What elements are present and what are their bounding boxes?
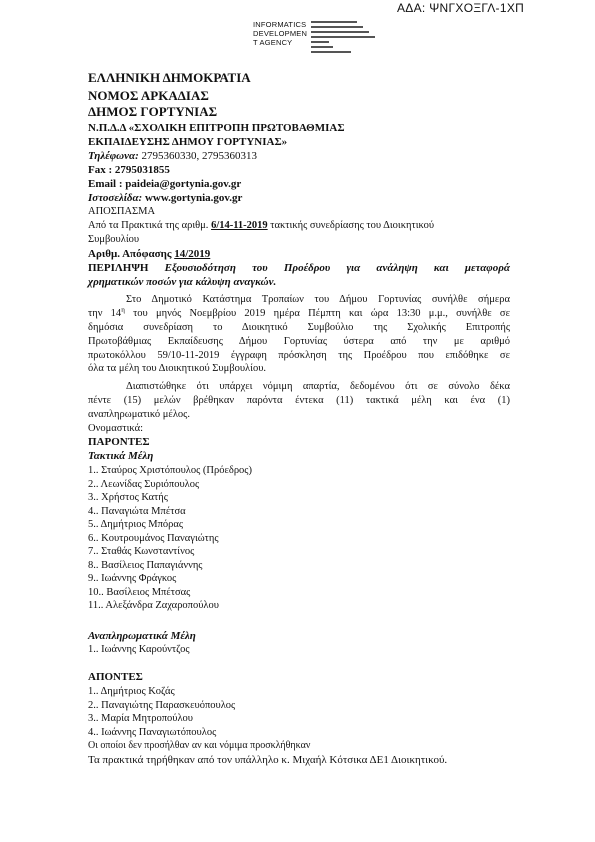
website-label: Ιστοσελίδα:: [88, 192, 143, 204]
country-heading: ΕΛΛΗΝΙΚΗ ΔΗΜΟΚΡΑΤΙΑ: [88, 70, 251, 85]
entity-name-line1: Ν.Π.Δ.Δ «ΣΧΟΛΙΚΗ ΕΠΙΤΡΟΠΗ ΠΡΩΤΟΒΑΘΜΙΑΣ: [88, 122, 345, 134]
minutes-keeper-line: Τα πρακτικά τηρήθηκαν από τον υπάλληλο κ. Μιχαήλ Κότσικα ΔΕ1 Διοικητικού.: [88, 754, 448, 766]
stamp-line: INFORMATICS: [253, 20, 307, 29]
summary-label: ΠΕΡΙΛΗΨΗ: [88, 262, 165, 274]
fax-line: Fax : 2795031855: [88, 164, 170, 176]
municipality-heading: ΔΗΜΟΣ ΓΟΡΤΥΝΙΑΣ: [88, 104, 218, 119]
summary-line1: [88, 261, 510, 275]
intro-paragraph-line: δημόσια συνεδρίαση το Διοικητικό Συμβούλιο της Σχολικής Επιτροπής: [88, 322, 510, 333]
absent-heading: ΑΠΟΝΤΕΣ: [88, 671, 143, 683]
regular-member-item: 10.. Βασίλειος Μπέτσας: [88, 586, 191, 598]
alternate-member-item: 1.. Ιωάννης Καρούντζος: [88, 644, 190, 655]
quorum-paragraph-line: πέντε (15) μελών βρέθηκαν παρόντα έντεκα (11) τακτικά μέλη και ένα (1): [88, 395, 510, 406]
intro-paragraph-line: Πρωτοβάθμιας Εκπαίδευσης Δήμου Γορτυνίας ύστερα από την με αριθμό: [88, 336, 510, 347]
absent-member-item: 4.. Ιωάννης Παναγιωτόπουλος: [88, 726, 217, 738]
regular-member-item: 9.. Ιωάννης Φράγκος: [88, 573, 177, 584]
website-value: www.gortynia.gov.gr: [142, 192, 243, 204]
alternate-members-heading: Αναπληρωματικά Μέλη: [88, 630, 196, 642]
quorum-paragraph-line: αναπληρωματικό μέλος.: [88, 409, 190, 420]
regular-member-item: 2.. Λεωνίδας Συριόπουλος: [88, 478, 200, 490]
prefecture-heading: ΝΟΜΟΣ ΑΡΚΑΔΙΑΣ: [88, 88, 209, 103]
minutes-reference-suffix: τακτικής συνεδρίασης του Διοικητικού: [267, 220, 435, 231]
regular-member-item: 3.. Χρήστος Κατής: [88, 492, 168, 503]
minutes-reference-line2: Συμβουλίου: [88, 234, 140, 245]
phones-value: 2795360330, 2795360313: [138, 150, 258, 162]
ordinal-suffix: η: [121, 306, 125, 314]
absent-member-item: 2.. Παναγιώτης Παρασκευόπουλος: [88, 699, 236, 711]
regular-member-item: 1.. Σταύρος Χριστόπουλος (Πρόεδρος): [88, 465, 252, 476]
meeting-details-text: του μηνός Νοεμβρίου 2019 ημέρα Πέμπτη και ώρα 13:30 μ.μ., συνήλθε σε: [124, 308, 510, 319]
regular-members-heading: Τακτικά Μέλη: [88, 450, 154, 462]
phones-line: [88, 149, 257, 163]
intro-paragraph-line: όλα τα μέλη του Διοικητικού Συμβουλίου.: [88, 363, 267, 374]
website-line: [88, 191, 242, 205]
regular-member-item: 4.. Παναγιώτα Μπέτσα: [88, 505, 186, 517]
digital-signature-stamp: [253, 20, 307, 47]
extract-title: ΑΠΟΣΠΑΣΜΑ: [88, 206, 156, 217]
intro-paragraph-line: [88, 307, 510, 321]
stamp-line: T AGENCY: [253, 38, 293, 47]
decision-label: Αριθμ. Απόφασης: [88, 248, 175, 260]
stamp-line: DEVELOPMEN: [253, 29, 308, 38]
regular-member-item: 6.. Κουτρουμάνος Παναγιώτης: [88, 532, 219, 544]
decision-number-line: [88, 247, 210, 261]
email-line: Email : paideia@gortynia.gov.gr: [88, 178, 242, 190]
absent-member-item: 1.. Δημήτριος Κοζάς: [88, 686, 175, 697]
phones-label: Τηλέφωνα:: [88, 150, 139, 162]
meeting-date-text: την 14: [88, 308, 122, 319]
intro-paragraph-line: Στο Δημοτικό Κατάστημα Τροπαίων του Δήμου Γορτυνίας συνήλθε σήμερα: [126, 294, 510, 305]
decision-number: 14/2019: [174, 248, 211, 260]
ada-code: ΑΔΑ: ΨΝΓΧΟΞΓΛ-1ΧΠ: [397, 1, 525, 15]
session-number: 6/14-11-2019: [211, 220, 268, 231]
summary-text: Εξουσιοδότηση του Προέδρου για ανάληψη και μεταφορά: [164, 262, 510, 274]
intro-paragraph-line: πρωτοκόλλου 59/10-11-2019 έγγραφη πρόσκληση της Προέδρου που επιδόθηκε σε: [88, 350, 510, 361]
summary-line2: χρηματικών ποσών για κάλυψη αναγκών.: [88, 276, 277, 288]
quorum-paragraph-line: Διαπιστώθηκε ότι υπάρχει νόμιμη απαρτία, δεδομένου ότι σε σύνολο δέκα: [126, 381, 510, 392]
regular-member-item: 11.. Αλεξάνδρα Ζαχαροπούλου: [88, 600, 219, 611]
minutes-reference-prefix: Από τα Πρακτικά της αριθμ.: [88, 220, 212, 231]
entity-name-line2: ΕΚΠΑΙΔΕΥΣΗΣ ΔΗΜΟΥ ΓΟΡΤΥΝΙΑΣ»: [88, 136, 288, 148]
signature-details-text: [311, 20, 393, 58]
by-name-label: Ονομαστικά:: [88, 423, 144, 434]
regular-member-item: 5.. Δημήτριος Μπόρας: [88, 519, 184, 530]
regular-member-item: 7.. Σταθάς Κωνσταντίνος: [88, 546, 195, 557]
present-heading: ΠΑΡΟΝΤΕΣ: [88, 436, 150, 448]
minutes-reference-line1: [88, 219, 434, 233]
absent-member-item: 3.. Μαρία Μητροπούλου: [88, 713, 193, 724]
absent-note: Οι οποίοι δεν προσήλθαν αν και νόμιμα προσκλήθηκαν: [88, 740, 311, 751]
regular-member-item: 8.. Βασίλειος Παπαγιάννης: [88, 559, 203, 571]
